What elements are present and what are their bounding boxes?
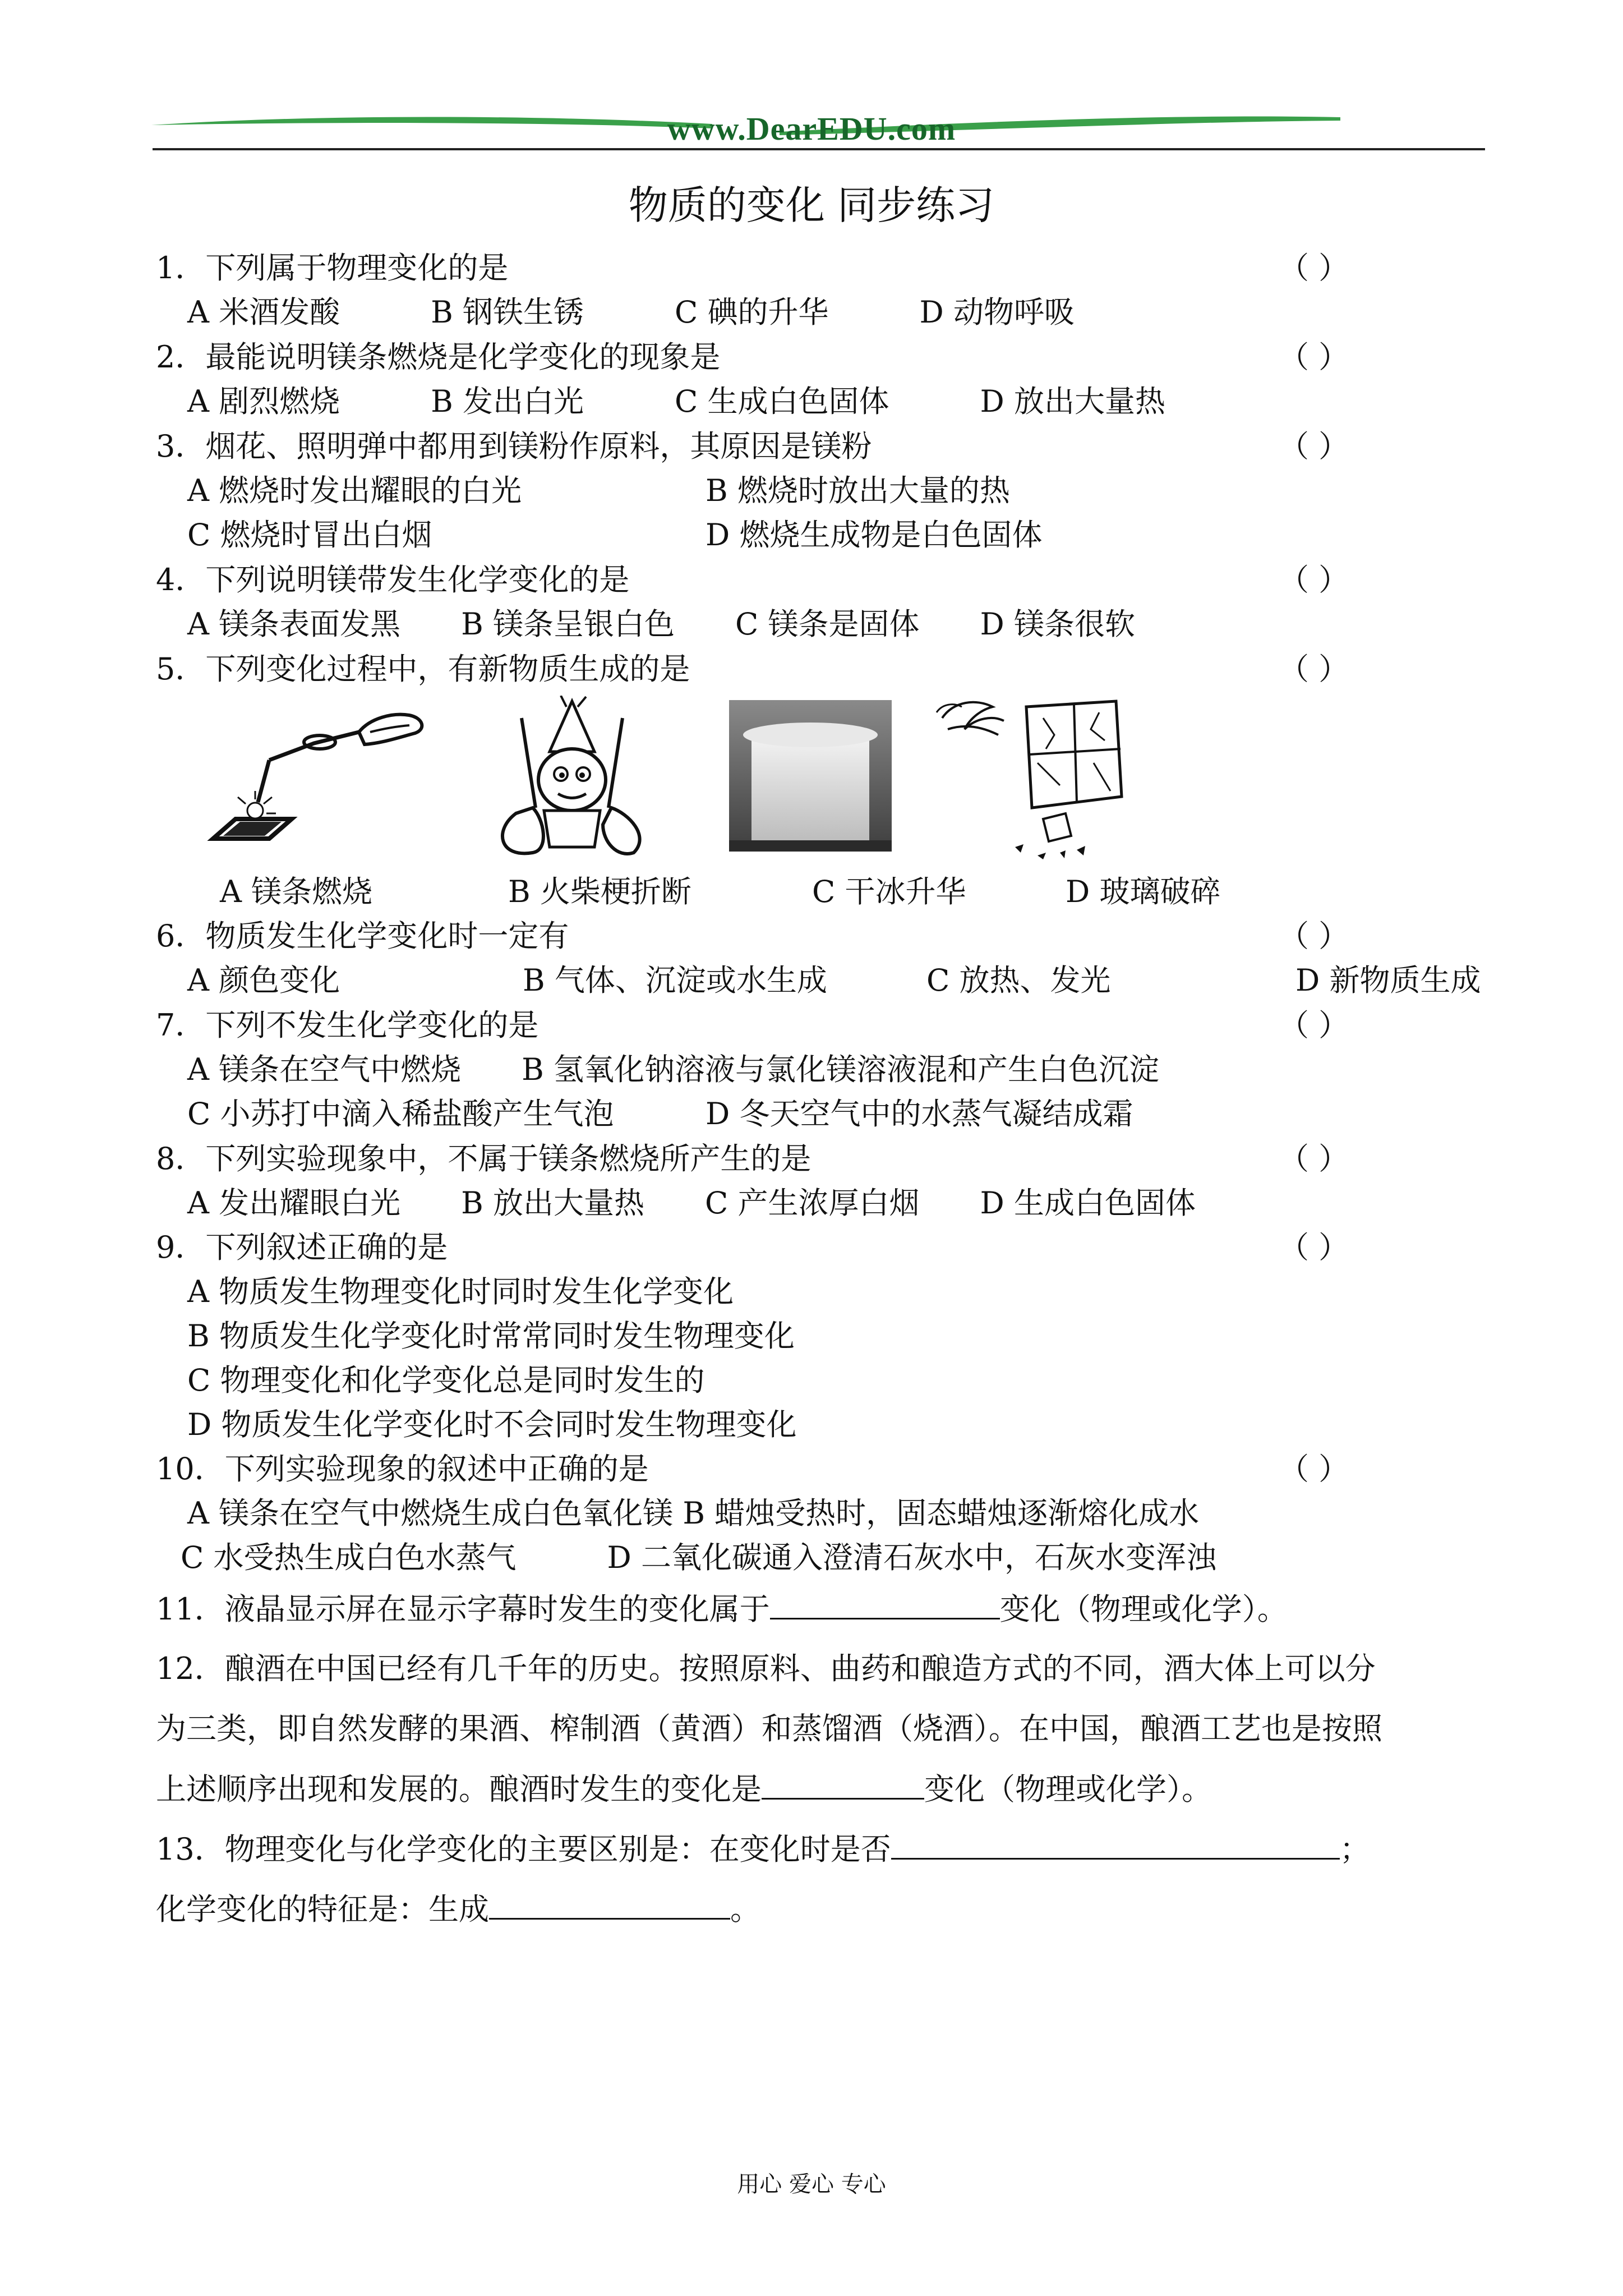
q5-option-c: C 干冰升华 [812, 874, 966, 909]
q2-answer-paren: （ ） [1279, 339, 1349, 375]
q5-answer-paren: （ ） [1279, 651, 1349, 687]
q7-answer-paren: （ ） [1279, 1007, 1349, 1043]
page-title: 物质的变化 同步练习 [628, 182, 995, 228]
q12-line3 [156, 1772, 1212, 1806]
site-url: www.DearEDU.com [667, 111, 956, 147]
q6-option-b: B 气体、沉淀或水生成 [523, 963, 827, 998]
q5-option-d: D 玻璃破碎 [1066, 874, 1221, 909]
q10-option-ab: A 镁条在空气中燃烧生成白色氧化镁 B 蜡烛受热时，固态蜡烛逐渐熔化成水 [187, 1496, 1200, 1531]
q11-text-pre: 11．液晶显示屏在显示字幕时发生的变化属于 [156, 1591, 770, 1627]
q13-answer-blank-1[interactable] [891, 1832, 1340, 1860]
q10-stem: 10．下列实验现象的叙述中正确的是 [156, 1451, 649, 1487]
q13-answer-blank-2[interactable] [489, 1892, 730, 1920]
q3-stem: 3．烟花、照明弹中都用到镁粉作原料，其原因是镁粉 [156, 429, 872, 464]
glass-breaking-illustration [931, 696, 1144, 864]
q5-option-b: B 火柴梗折断 [508, 874, 691, 909]
q9-option-b: B 物质发生化学变化时常常同时发生物理变化 [187, 1318, 795, 1354]
q12-line3-post: 变化（物理或化学）。 [924, 1772, 1212, 1807]
q1-options: A 米酒发酸 B 钢铁生锈 C 碘的升华 D 动物呼吸 [187, 295, 1075, 330]
q13-line1-post: ； [1339, 1832, 1370, 1867]
dry-ice-sublimation-photo [729, 700, 892, 852]
matchstick-breaking-illustration [482, 696, 662, 858]
q7-option-ab: A 镁条在空气中燃烧 B 氢氧化钠溶液与氯化镁溶液混和产生白色沉淀 [187, 1052, 1160, 1087]
q8-options: A 发出耀眼白光 B 放出大量热 C 产生浓厚白烟 D 生成白色固体 [187, 1185, 1196, 1221]
q10-answer-paren: （ ） [1279, 1451, 1349, 1487]
page-footer: 用心 爱心 专心 [737, 2171, 886, 2197]
q1-stem: 1．下列属于物理变化的是 [156, 250, 509, 286]
q4-options: A 镁条表面发黑 B 镁条呈银白色 C 镁条是固体 D 镁条很软 [187, 606, 1135, 642]
q12-answer-blank[interactable] [762, 1772, 924, 1800]
q12-line2: 为三类，即自然发酵的果酒、榨制酒（黄酒）和蒸馏酒（烧酒）。在中国，酿酒工艺也是按照 [156, 1711, 1382, 1746]
q13-line2 [156, 1892, 760, 1926]
q4-stem: 4．下列说明镁带发生化学变化的是 [156, 562, 630, 597]
q5-option-a: A 镁条燃烧 [220, 874, 373, 909]
q3-option-b: B 燃烧时放出大量的热 [706, 473, 1010, 508]
q5-stem: 5．下列变化过程中，有新物质生成的是 [156, 651, 690, 687]
q9-option-c: C 物理变化和化学变化总是同时发生的 [187, 1363, 705, 1398]
q10-option-cd: C 水受热生成白色水蒸气 D 二氧化碳通入澄清石灰水中，石灰水变浑浊 [181, 1540, 1216, 1575]
q6-option-d: D 新物质生成 [1295, 963, 1481, 998]
q3-option-c: C 燃烧时冒出白烟 [187, 517, 432, 553]
q2-stem: 2．最能说明镁条燃烧是化学变化的现象是 [156, 339, 721, 375]
q11-text-post: 变化（物理或化学）。 [999, 1591, 1288, 1627]
magnesium-burning-illustration [202, 698, 432, 847]
q13-line1 [156, 1832, 1370, 1866]
q6-answer-paren: （ ） [1279, 918, 1349, 954]
q3-option-d: D 燃烧生成物是白色固体 [706, 517, 1043, 553]
q3-answer-paren: （ ） [1279, 429, 1349, 464]
q9-stem: 9．下列叙述正确的是 [156, 1230, 448, 1265]
q6-stem: 6．物质发生化学变化时一定有 [156, 918, 569, 954]
q6-option-a: A 颜色变化 [187, 963, 340, 998]
q8-stem: 8．下列实验现象中，不属于镁条燃烧所产生的是 [156, 1141, 811, 1176]
q13-line2-pre: 化学变化的特征是：生成 [156, 1892, 489, 1927]
q11-answer-blank[interactable] [770, 1592, 1000, 1619]
q12-line3-pre: 上述顺序出现和发展的。酿酒时发生的变化是 [156, 1772, 762, 1807]
q4-answer-paren: （ ） [1279, 562, 1349, 597]
q9-option-a: A 物质发生物理变化时同时发生化学变化 [187, 1274, 734, 1309]
q12-line1: 12．酿酒在中国已经有几千年的历史。按照原料、曲药和酿造方式的不同，酒大体上可以分 [156, 1651, 1376, 1686]
q8-answer-paren: （ ） [1279, 1141, 1349, 1176]
q9-answer-paren: （ ） [1279, 1230, 1349, 1265]
q13-line2-post: 。 [730, 1892, 760, 1927]
q7-option-d: D 冬天空气中的水蒸气凝结成霜 [706, 1096, 1133, 1131]
q7-option-c: C 小苏打中滴入稀盐酸产生气泡 [187, 1096, 614, 1131]
q9-option-d: D 物质发生化学变化时不会同时发生物理变化 [187, 1407, 797, 1442]
q2-options: A 剧烈燃烧 B 发出白光 C 生成白色固体 D 放出大量热 [187, 384, 1165, 419]
q13-line1-pre: 13．物理变化与化学变化的主要区别是：在变化时是否 [156, 1832, 891, 1867]
q6-option-c: C 放热、发光 [926, 963, 1111, 998]
q3-option-a: A 燃烧时发出耀眼的白光 [187, 473, 522, 508]
header-rule [153, 148, 1485, 150]
q1-answer-paren: （ ） [1279, 250, 1349, 286]
q7-stem: 7．下列不发生化学变化的是 [156, 1007, 539, 1043]
q11-text [156, 1592, 1288, 1626]
